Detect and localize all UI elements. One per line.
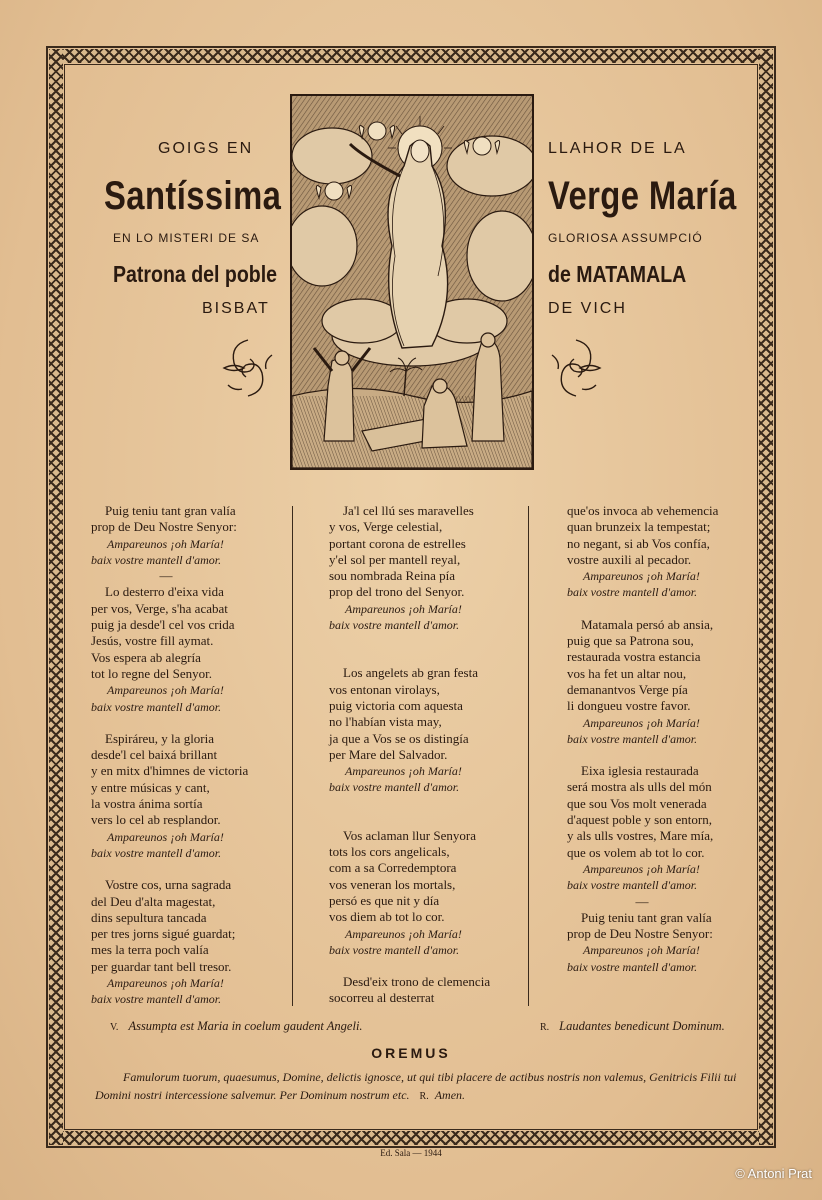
assumption-engraving [290,94,534,470]
verse-line: vos veneran los mortals, [329,876,456,892]
refrain-line: Ampareunos ¡oh María! [107,976,224,991]
stanza-gap [567,601,757,617]
verse-line: puig victoria com aquesta [329,697,463,713]
response-label: R. [540,1022,550,1033]
imprint: Ed. Sala — 1944 [380,1148,442,1158]
verse-line: d'aquest poble y son entorn, [567,812,712,828]
verse-line: será mostra als ulls del món [567,779,712,795]
stanza-gap [329,633,524,649]
verse-line: que os volem ab tot lo cor. [567,844,705,860]
verse-line: sou nombrada Reina pía [329,568,455,584]
copyright-watermark: © Antoni Prat [735,1166,812,1181]
verse-line: li dongueu vostre favor. [567,698,691,714]
verse-line: Vostre cos, urna sagrada [105,877,232,893]
versicle-text: Assumpta est Maria in coelum gaudent Angeli. [128,1019,363,1033]
refrain-line: Ampareunos ¡oh María! [583,569,700,584]
verse-line: no l'habían vista may, [329,714,442,730]
amen-text: Amen. [434,1088,466,1102]
verse-line: puig ja desde'l cel vos crida [91,617,235,633]
verse-line: Matamala persó ab ansia, [581,616,714,632]
verse-line: y en mitx d'himnes de victoria [91,763,249,779]
response [540,1019,725,1034]
verse-line: Vos espera ab alegría [91,649,201,665]
verse-line: Desd'eix trono de clemencia [343,974,491,990]
header-right-title: Verge María [548,174,737,218]
verse-line: vostre auxili al pecador. [567,551,692,567]
header-left-line3: EN LO MISTERI DE SA [113,231,260,245]
verse-line: Espiráreu, y la gloria [105,730,215,746]
column-rule-2 [528,506,529,1006]
refrain-line: Ampareunos ¡oh María! [583,861,700,876]
refrain-line: Ampareunos ¡oh María! [345,601,462,616]
verse-line: y vos, Verge celestial, [329,519,443,535]
header-left-line1: GOIGS EN [158,140,254,157]
verse-line: Vos aclaman llur Senyora [343,827,476,843]
verse-line: puig que sa Patrona sou, [567,633,694,649]
separator-dash: — [635,893,649,909]
verse-line: Los angelets ab gran festa [343,665,479,681]
verse-column-1 [91,503,286,1008]
border-band-right [759,49,773,1145]
header-left-title: Santíssima [104,174,282,218]
right-flourish-ornament [548,335,604,401]
oremus-line-1: Famulorum tuorum, quaesumus, Domine, delictis ignosce, ut qui tibi placere de actibus nostris non valemus, Genitricis Filii tui [123,1070,737,1084]
verse-line: tot lo regne del Senyor. [91,665,212,681]
verse-line: per guardar tant bell tresor. [91,958,232,974]
stanza-gap [329,796,524,812]
verse-line: no negant, si ab Vos confía, [567,535,710,551]
refrain-line: baix vostre mantell d'amor. [91,992,222,1007]
refrain-line: baix vostre mantell d'amor. [329,618,460,633]
verse-line: mes la terra poch valía [91,942,209,958]
verse-line: y'el sol per mantell reyal, [329,551,461,567]
verse-line: prop de Deu Nostre Senyor: [567,926,713,942]
verse-line: socorreu al desterrat [329,990,435,1006]
header-right-line1: LLAHOR DE LA [548,140,687,157]
verse-line: Puig teniu tant gran valía [105,503,236,518]
verse-line: vos diem ab tot lo cor. [329,909,445,925]
verse-line: per vos, Verge, s'ha acabat [91,600,228,616]
verse-column-2 [329,503,524,1007]
verse-line: dins sepultura tancada [91,909,207,925]
verse-line: Ja'l cel llú ses maravelles [343,503,474,518]
oremus-prayer [95,1068,735,1106]
response-text: Laudantes benedicunt Dominum. [559,1019,725,1033]
refrain-line: Ampareunos ¡oh María! [107,683,224,698]
verse-column-3 [567,503,757,975]
verse-line: per Mare del Salvador. [329,746,448,762]
versicle-label: V. [110,1022,119,1033]
verse-line: com a sa Corredemptora [329,860,457,876]
left-flourish-ornament [220,335,276,401]
header-left-line4: Patrona del poble [113,261,278,287]
refrain-line: baix vostre mantell d'amor. [329,780,460,795]
verse-line: Eixa iglesia restaurada [581,763,699,779]
oremus-title: OREMUS [371,1045,451,1061]
stanza-gap [329,649,524,665]
stanza-gap [329,812,524,828]
stanza-gap [567,747,757,763]
oremus-line-2 [95,1086,735,1106]
verse-line: del Deu d'alta magestat, [91,893,216,909]
amen-label: R. [419,1091,429,1102]
stanza-gap [91,715,286,731]
header-left-line5: BISBAT [202,300,270,317]
header-right-line3: GLORIOSA ASSUMPCIÓ [548,231,703,245]
border-band-bottom [49,1131,773,1145]
refrain-line: baix vostre mantell d'amor. [567,878,698,893]
stanza-gap [91,861,286,877]
column-rule-1 [292,506,293,1006]
verse-line: tots los cors angelicals, [329,844,450,860]
verse-line: que sou Vos molt venerada [567,795,707,811]
verse-line: vers lo cel ab resplandor. [91,812,221,828]
verse-line: Puig teniu tant gran valía [581,909,712,925]
verse-line: y als ulls vostres, Mare mía, [567,828,714,844]
stanza-gap [329,958,524,974]
verse-line: restaurada vostra estancia [567,649,701,665]
verse-line: demanantvos Verge pía [567,681,688,697]
refrain-line: baix vostre mantell d'amor. [567,959,698,974]
refrain-line: Ampareunos ¡oh María! [345,926,462,941]
refrain-line: baix vostre mantell d'amor. [91,552,222,567]
verse-line: Lo desterro d'eixa vida [105,584,224,600]
versicle [110,1019,363,1034]
header-right-line4: de MATAMALA [548,261,687,287]
verse-line: portant corona de estrelles [329,535,466,551]
verse-line: que'os invoca ab vehemencia [567,503,719,518]
verse-line: vos ha fet un altar nou, [567,665,687,681]
verse-line: quan brunzeix la tempestat; [567,519,711,535]
verse-line: Jesús, vostre fill aymat. [91,633,214,649]
verse-line: prop de Deu Nostre Senyor: [91,519,237,535]
border-band-left [49,49,63,1145]
refrain-line: Ampareunos ¡oh María! [107,536,224,551]
refrain-line: Ampareunos ¡oh María! [583,943,700,958]
verse-line: per tres jorns sigué guardat; [91,926,236,942]
verse-line: vos entonan virolays, [329,681,440,697]
refrain-line: Ampareunos ¡oh María! [345,764,462,779]
verse-line: la vostra ánima sortía [91,796,203,812]
refrain-line: Ampareunos ¡oh María! [107,829,224,844]
refrain-line: baix vostre mantell d'amor. [329,942,460,957]
verse-line: y entre músicas y cant, [91,779,210,795]
separator-dash: — [159,568,173,584]
refrain-line: baix vostre mantell d'amor. [91,845,222,860]
header-right-line5: DE VICH [548,300,627,317]
refrain-line: Ampareunos ¡oh María! [583,715,700,730]
verse-line: desde'l cel baixá brillant [91,747,218,763]
refrain-line: baix vostre mantell d'amor. [91,699,222,714]
oremus-line-2-text: Domini nostri intercessione salvemur. Per Dominum nostrum etc. [95,1088,410,1102]
verse-line: prop del trono del Senyor. [329,584,465,600]
refrain-line: baix vostre mantell d'amor. [567,585,698,600]
refrain-line: baix vostre mantell d'amor. [567,731,698,746]
border-band-top [49,49,773,63]
verse-line: persó es que nit y día [329,892,440,908]
verse-line: ja que a Vos se os distingía [329,730,469,746]
